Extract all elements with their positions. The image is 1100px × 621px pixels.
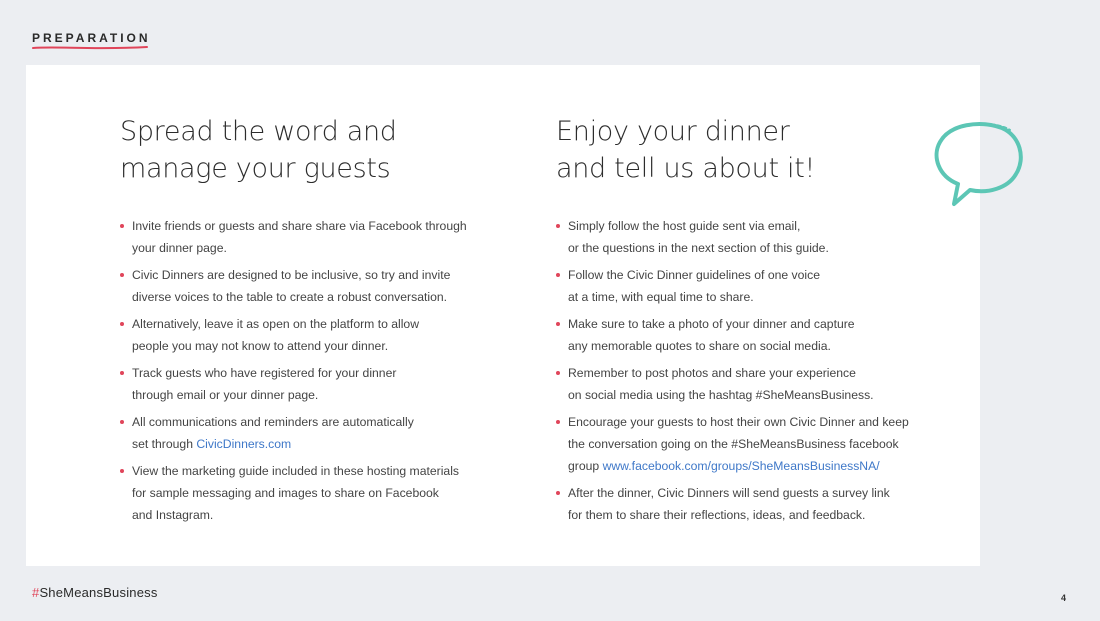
left-bullet-list: [120, 215, 500, 526]
list-item-line: your dinner page.: [132, 241, 227, 255]
list-item-line: Invite friends or guests and share share via Facebook through: [132, 219, 467, 233]
list-item: [556, 264, 956, 308]
hash-symbol: #: [32, 585, 40, 600]
list-item-line: for sample messaging and images to share on Facebook: [132, 486, 439, 500]
left-title-line-2: manage your guests: [120, 153, 391, 184]
link-prefix: group: [568, 459, 603, 473]
list-item-line: on social media using the hashtag #SheMeansBusiness.: [568, 388, 874, 402]
list-item: [120, 264, 500, 308]
list-item: [120, 460, 500, 526]
link-prefix: set through: [132, 437, 197, 451]
footer-hashtag: [32, 585, 158, 600]
right-bullet-list: [556, 215, 956, 526]
section-label: PREPARATION: [32, 31, 151, 45]
list-item-line: [132, 433, 500, 455]
list-item-line: Alternatively, leave it as open on the platform to allow: [132, 317, 420, 331]
list-item: [556, 313, 956, 357]
list-item-line: Civic Dinners are designed to be inclusive, so try and invite: [132, 268, 451, 282]
facebook-group-link[interactable]: www.facebook.com/groups/SheMeansBusinessNA/: [602, 459, 880, 473]
list-item: [120, 362, 500, 406]
right-column: [556, 113, 956, 531]
list-item-line: or the questions in the next section of this guide.: [568, 241, 829, 255]
right-title-line-2: and tell us about it!: [556, 153, 816, 184]
list-item-line: the conversation going on the #SheMeansBusiness facebook: [568, 437, 899, 451]
list-item-line: at a time, with equal time to share.: [568, 290, 754, 304]
list-item: [120, 215, 500, 259]
list-item: [556, 482, 956, 526]
list-item: [556, 411, 956, 477]
left-title-line-1: Spread the word and: [120, 116, 397, 147]
list-item-line: diverse voices to the table to create a robust conversation.: [132, 290, 448, 304]
list-item-line: Track guests who have registered for your dinner: [132, 366, 397, 380]
list-item-line: Simply follow the host guide sent via email,: [568, 219, 801, 233]
left-column-title: [120, 113, 500, 187]
list-item-line: through email or your dinner page.: [132, 388, 319, 402]
list-item-line: Remember to post photos and share your experience: [568, 366, 856, 380]
hashtag-text: SheMeansBusiness: [39, 585, 158, 600]
list-item: [120, 313, 500, 357]
page-number: 4: [1061, 593, 1067, 603]
list-item: [556, 215, 956, 259]
list-item: [556, 362, 956, 406]
section-underline: [32, 44, 148, 52]
speech-bubble-icon: [928, 118, 1028, 210]
list-item-line: for them to share their reflections, ideas, and feedback.: [568, 508, 866, 522]
right-column-title: [556, 113, 956, 187]
list-item-line: Encourage your guests to host their own Civic Dinner and keep: [568, 415, 909, 429]
list-item-line: any memorable quotes to share on social media.: [568, 339, 831, 353]
list-item-line: View the marketing guide included in these hosting materials: [132, 464, 459, 478]
content-card: [26, 65, 980, 566]
list-item-line: people you may not know to attend your dinner.: [132, 339, 389, 353]
list-item-line: Make sure to take a photo of your dinner and capture: [568, 317, 855, 331]
list-item-line: [568, 455, 956, 477]
list-item: [120, 411, 500, 455]
right-title-line-1: Enjoy your dinner: [556, 116, 790, 147]
list-item-line: After the dinner, Civic Dinners will send guests a survey link: [568, 486, 890, 500]
left-column: [120, 113, 500, 531]
civicdinners-link[interactable]: CivicDinners.com: [196, 437, 292, 451]
list-item-line: Follow the Civic Dinner guidelines of one voice: [568, 268, 821, 282]
list-item-line: All communications and reminders are automatically: [132, 415, 414, 429]
list-item-line: and Instagram.: [132, 508, 214, 522]
